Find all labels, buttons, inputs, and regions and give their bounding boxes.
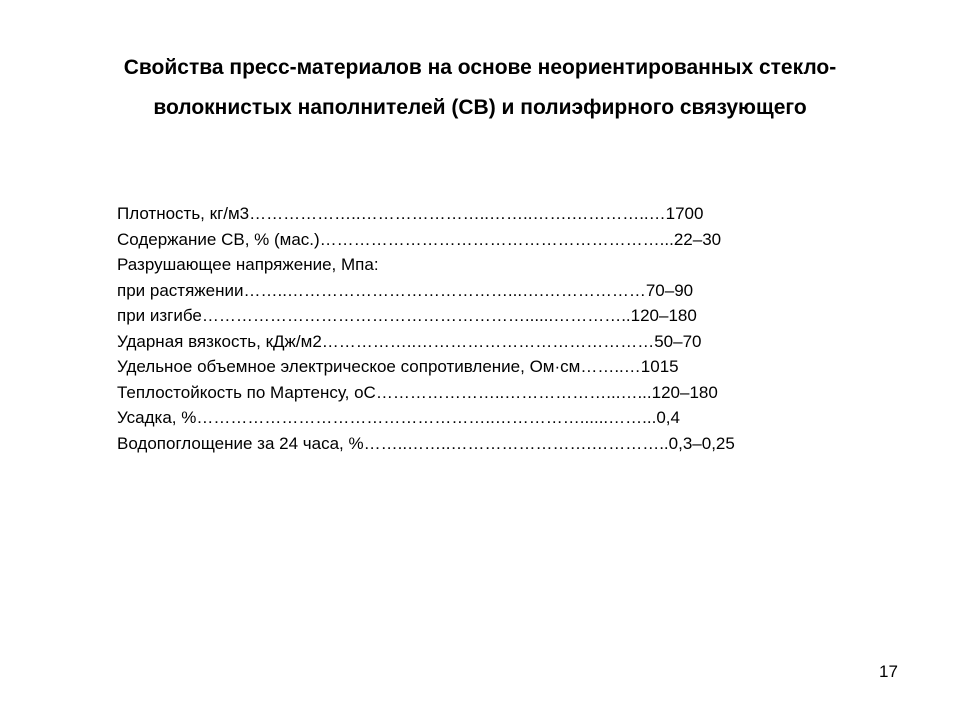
- property-impact-strength: Ударная вязкость, кДж/м2……………..……………………………………50–70: [117, 331, 702, 351]
- property-density: Плотность, кг/м3………………..…………………..……..…….…………..…1700: [117, 204, 704, 223]
- property-water-absorption: Водопоглощение за 24 часа, %……..……..…………………….…………..0,3–0,25: [117, 433, 735, 453]
- property-bending-stress: при изгибе…………………………………………………......…………..120–180: [117, 306, 697, 325]
- property-volume-resistivity: Удельное объемное электрическое сопротивление, Ом·см……..…1015: [117, 357, 679, 376]
- property-tensile-stress: при растяжении……..…………………………………...….………………70–90: [117, 280, 694, 300]
- property-glass-fiber-content: Содержание СВ, % (мас.)……………………………………………………...22–30: [117, 229, 722, 249]
- slide-title-line-1: Свойства пресс-материалов на основе неориентированных стекло-: [123, 56, 837, 79]
- property-shrinkage: Усадка, %……………………………………………..……………......……...0,4: [117, 408, 680, 427]
- page-number: 17: [879, 662, 898, 681]
- properties-list: [117, 201, 735, 456]
- slide-title: [0, 48, 960, 128]
- slide-title-line-2: волокнистых наполнителей (СВ) и полиэфирного связующего: [153, 96, 807, 119]
- property-breaking-stress-heading: Разрушающее напряжение, Мпа:: [117, 255, 379, 274]
- property-martens-heat-resistance: Теплостойкость по Мартенсу, оС…………………..………………...…...120–180: [117, 382, 718, 402]
